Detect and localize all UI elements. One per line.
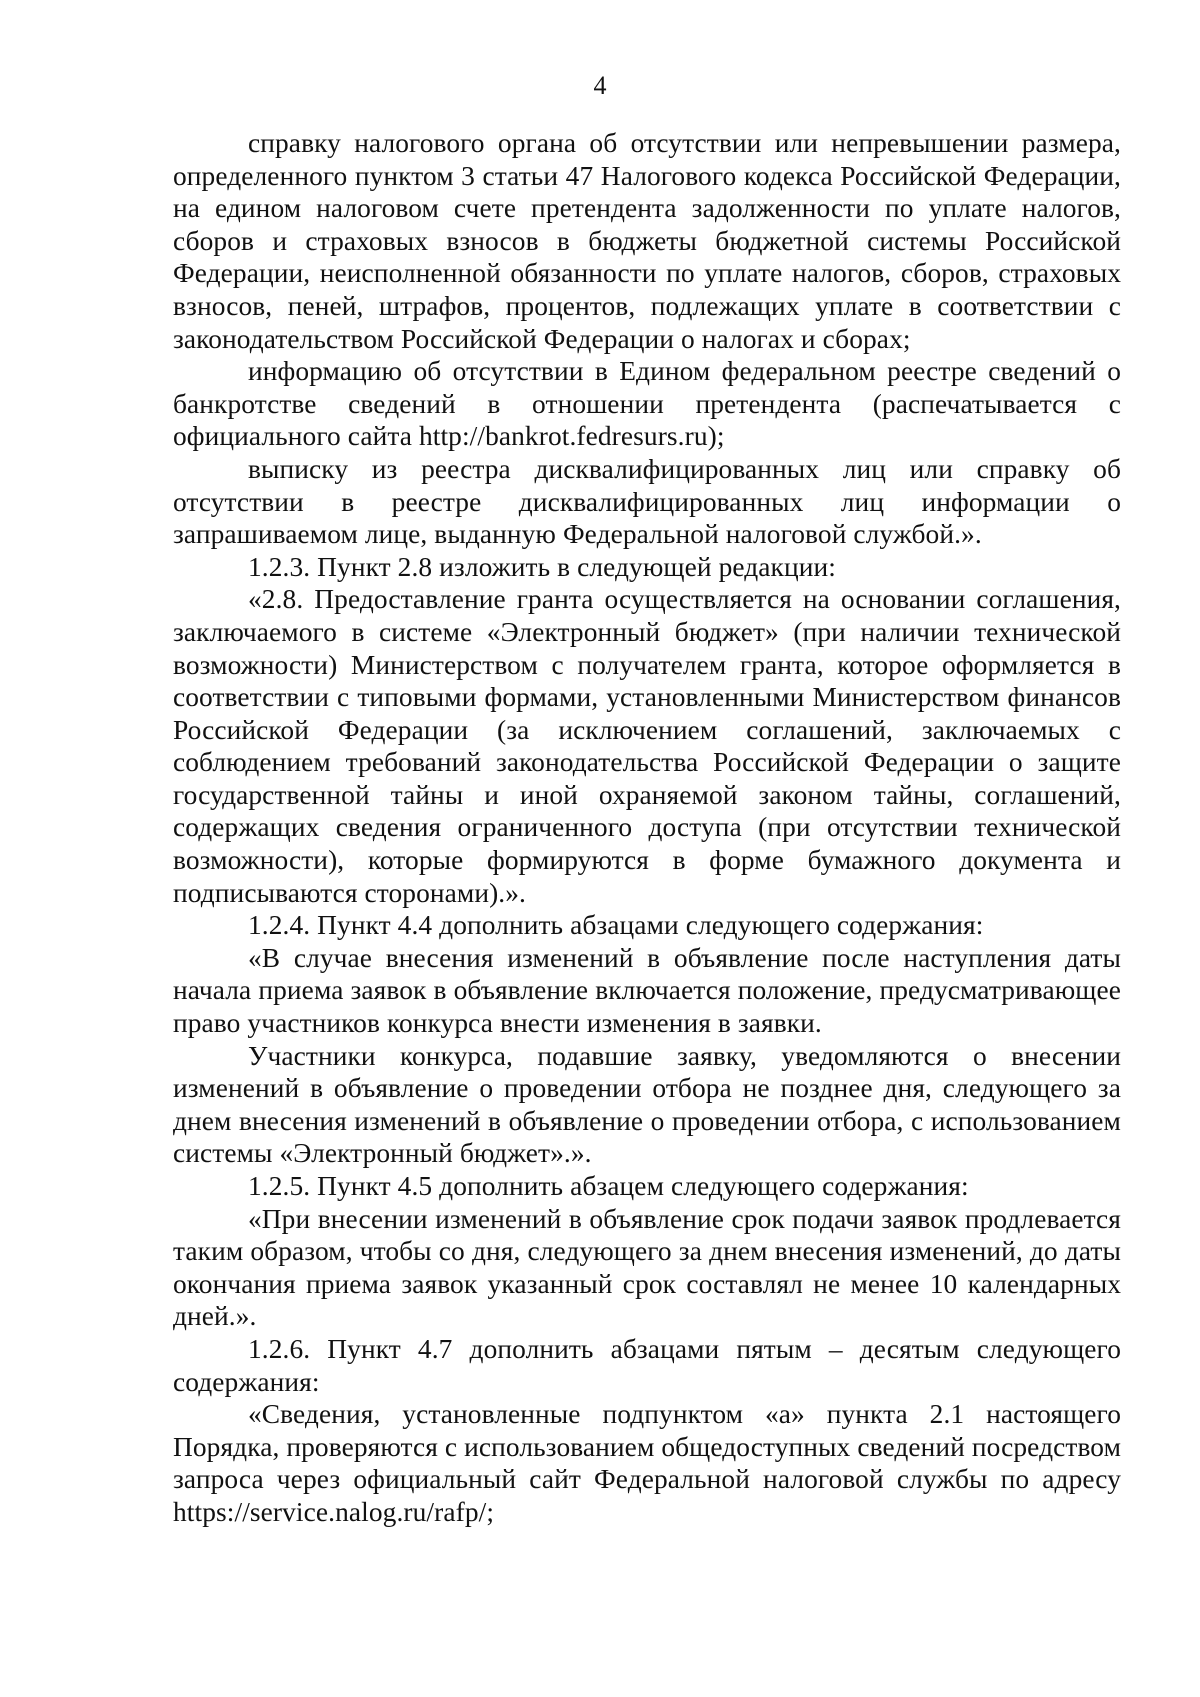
paragraph-information-check: «Сведения, установленные подпунктом «а» пункта 2.1 настоящего Порядка, проверяются с использованием общедоступных сведений посредством запроса через официальный сайт Федеральной налоговой службы по адресу https://service.nalog.ru/rafp/; xyxy=(173,1399,1121,1527)
paragraph-item-1-2-5: 1.2.5. Пункт 4.5 дополнить абзацем следующего содержания: xyxy=(248,1171,969,1201)
paragraph-deadline-extension: «При внесении изменений в объявление срок подачи заявок продлевается таким образом, чтобы со дня, следующего за днем внесения изменений, до даты окончания приема заявок указанный срок составлял не менее 10 календарных дней.». xyxy=(173,1203,1121,1332)
paragraph-bankruptcy-info: информацию об отсутствии в Едином федеральном реестре сведений о банкротстве сведений в отношении претендента (распечатывается с официального сайта http://bankrot.fedresurs.ru); xyxy=(173,356,1121,452)
paragraph-item-1-2-3: 1.2.3. Пункт 2.8 изложить в следующей редакции: xyxy=(248,551,836,582)
document-body xyxy=(173,127,1121,1529)
paragraph-clause-2-8: «2.8. Предоставление гранта осуществляется на основании соглашения, заключаемого в системе «Электронный бюджет» (при наличии технической возможности) Министерством с получателем гранта, которое оформляется в соответствии с типовыми формами, установленными Министерством финансов Российской Федерации (за исключением соглашений, заключаемых с соблюдением требований законодательства Российской Федерации о защите государственной тайны и иной охраняемой законом тайны, соглашений, содержащих сведения ограниченного доступа (при отсутствии технической возможности), которые формируются в форме бумажного документа и подписываются сторонами).». xyxy=(173,584,1121,908)
paragraph-participants-notified: Участники конкурса, подавшие заявку, уведомляются о внесении изменений в объявление о проведении отбора не позднее дня, следующего за днем внесения изменений в объявление о проведении отбора, с использованием системы «Электронный бюджет».». xyxy=(173,1040,1121,1169)
paragraph-item-1-2-4: 1.2.4. Пункт 4.4 дополнить абзацами следующего содержания: xyxy=(248,910,984,941)
page-number: 4 xyxy=(593,71,607,100)
paragraph-disqualified-registry: выписку из реестра дисквалифицированных лиц или справку об отсутствии в реестре дисквалифицированных лиц информации о запрашиваемом лице, выданную Федеральной налоговой службой.». xyxy=(173,453,1121,550)
paragraph-item-1-2-6: 1.2.6. Пункт 4.7 дополнить абзацами пятым – десятым следующего содержания: xyxy=(173,1333,1121,1397)
paragraph-tax-certificate: справку налогового органа об отсутствии или непревышении размера, определенного пунктом 3 статьи 47 Налогового кодекса Российской Федерации, на едином налоговом счете претендента задолженности по уплате налогов, сборов и страховых взносов в бюджеты бюджетной системы Российской Федерации, неисполненной обязанности по уплате налогов, сборов, страховых взносов, пеней, штрафов, процентов, подлежащих уплате в соответствии с законодательством Российской Федерации о налогах и сборах; xyxy=(173,128,1121,354)
paragraph-announcement-changes: «В случае внесения изменений в объявление после наступления даты начала приема заявок в объявление включается положение, предусматривающее право участников конкурса внести изменения в заявки. xyxy=(173,942,1121,1039)
